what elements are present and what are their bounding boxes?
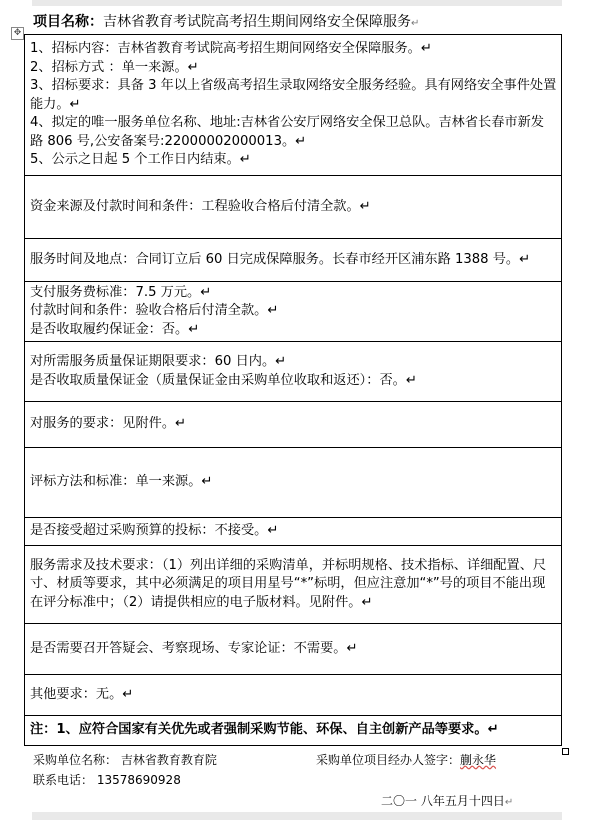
cell-text-line: 注：1、应符合国家有关优先或者强制采购节能、环保、自主创新产品等要求。↵ (30, 722, 499, 738)
cell-text-line: 是否收取履约保证金：否。↵ (30, 321, 200, 337)
cell-text-line: 对服务的要求：见附件。↵ (30, 416, 187, 432)
table-row (25, 282, 562, 342)
table-cell[interactable] (25, 518, 562, 546)
table-cell[interactable] (25, 716, 562, 746)
table-cell[interactable] (25, 624, 562, 675)
date-value: 二〇一 八年五月十四日 (381, 794, 505, 808)
phone-label: 联系电话： (33, 773, 94, 787)
cell-text-line: 是否收取质量保证金（质量保证金由采购单位收取和返还）：否。↵ (30, 372, 417, 388)
table-cell[interactable] (25, 35, 562, 176)
table-move-handle-icon[interactable]: ✥ (11, 27, 24, 40)
footer-date (381, 793, 513, 811)
cell-text-line: 是否接受超过采购预算的投标：不接受。↵ (30, 523, 279, 539)
footer-purchasing-unit (33, 752, 217, 768)
project-title (33, 12, 573, 34)
cell-text-line: 其他要求：无。↵ (30, 686, 134, 702)
cell-text-line: 2、招标方式 ：单一来源。↵ (30, 59, 199, 75)
cell-text-line: 对所需服务质量保证期限要求：60 日内。↵ (30, 354, 287, 369)
table-row (25, 342, 562, 402)
cell-text-line: 是否需要召开答疑会、考察现场、专家论证：不需要。↵ (30, 640, 358, 656)
table-row (25, 675, 562, 716)
table-row (25, 716, 562, 746)
table-row (25, 35, 562, 176)
cell-text-line: 付款时间和条件：验收合格后付清全款。↵ (30, 303, 279, 319)
table-cell[interactable] (25, 675, 562, 716)
cell-text-line: 5、公示之日起 5 个工作日内结束。↵ (30, 152, 251, 168)
purchasing-unit-value: 吉林省教育教育院 (120, 753, 217, 767)
paragraph-mark-icon: ↵ (411, 18, 420, 29)
table-cell[interactable] (25, 448, 562, 518)
table-cell[interactable] (25, 402, 562, 448)
table-cell[interactable] (25, 282, 562, 342)
purchasing-unit-label: 采购单位名称： (33, 753, 118, 767)
paragraph-mark-icon: ↵ (504, 797, 514, 808)
phone-value: 13578690928 (96, 773, 181, 787)
table-row (25, 239, 562, 282)
footer-signature (316, 752, 496, 768)
table-row (25, 624, 562, 675)
table-row (25, 402, 562, 448)
footer-phone (33, 772, 181, 788)
table-cell[interactable] (25, 239, 562, 282)
table-row (25, 518, 562, 546)
cell-text-line: 服务时间及地点：合同订立后 60 日完成保障服务。长春市经开区浦东路 1388 号。↵ (30, 251, 531, 267)
table-cell[interactable] (25, 546, 562, 624)
project-title-label: 项目名称： (33, 14, 103, 30)
table-cell[interactable] (25, 176, 562, 239)
table-row (25, 176, 562, 239)
table-resize-handle-icon[interactable] (562, 748, 569, 755)
page-bottom-margin (32, 812, 562, 820)
signature-value: 蒯永华 (460, 753, 497, 767)
signature-label: 采购单位项目经办人签字： (316, 753, 461, 767)
announcement-table (24, 34, 562, 746)
cell-text-line: 4、拟定的唯一服务单位名称、地址:吉林省公安厅网络安全保卫总队。吉林省长春市新发路 806 号,公安备案号:22000002000013。↵ (30, 115, 544, 149)
page-top-margin (32, 0, 562, 6)
cell-text-line: 3、招标要求：具备 3 年以上省级高考招生录取网络安全服务经验。具有网络安全事件处置能力。↵ (30, 78, 557, 112)
cell-text-line: 支付服务费标准：7.5 万元。↵ (30, 284, 212, 300)
cell-text-line: 服务需求及技术要求：（1）列出详细的采购清单，并标明规格、技术指标、详细配置、尺寸、材质等要求，其中必须满足的项目用星号“*”标明，但应注意加“*”号的项目不能出现在评分标准中；（2）请提供相应的电子版材料。见附件。↵ (30, 557, 547, 610)
project-title-value: 吉林省教育考试院高考招生期间网络安全保障服务 (103, 14, 411, 30)
table-cell[interactable] (25, 342, 562, 402)
table-row (25, 448, 562, 518)
table-row (25, 546, 562, 624)
cell-text-line: 评标方法和标准：单一来源。↵ (30, 474, 213, 490)
cell-text-line: 1、招标内容：吉林省教育考试院高考招生期间网络安全保障服务。↵ (30, 41, 432, 57)
cell-text-line: 资金来源及付款时间和条件：工程验收合格后付清全款。↵ (30, 198, 371, 214)
